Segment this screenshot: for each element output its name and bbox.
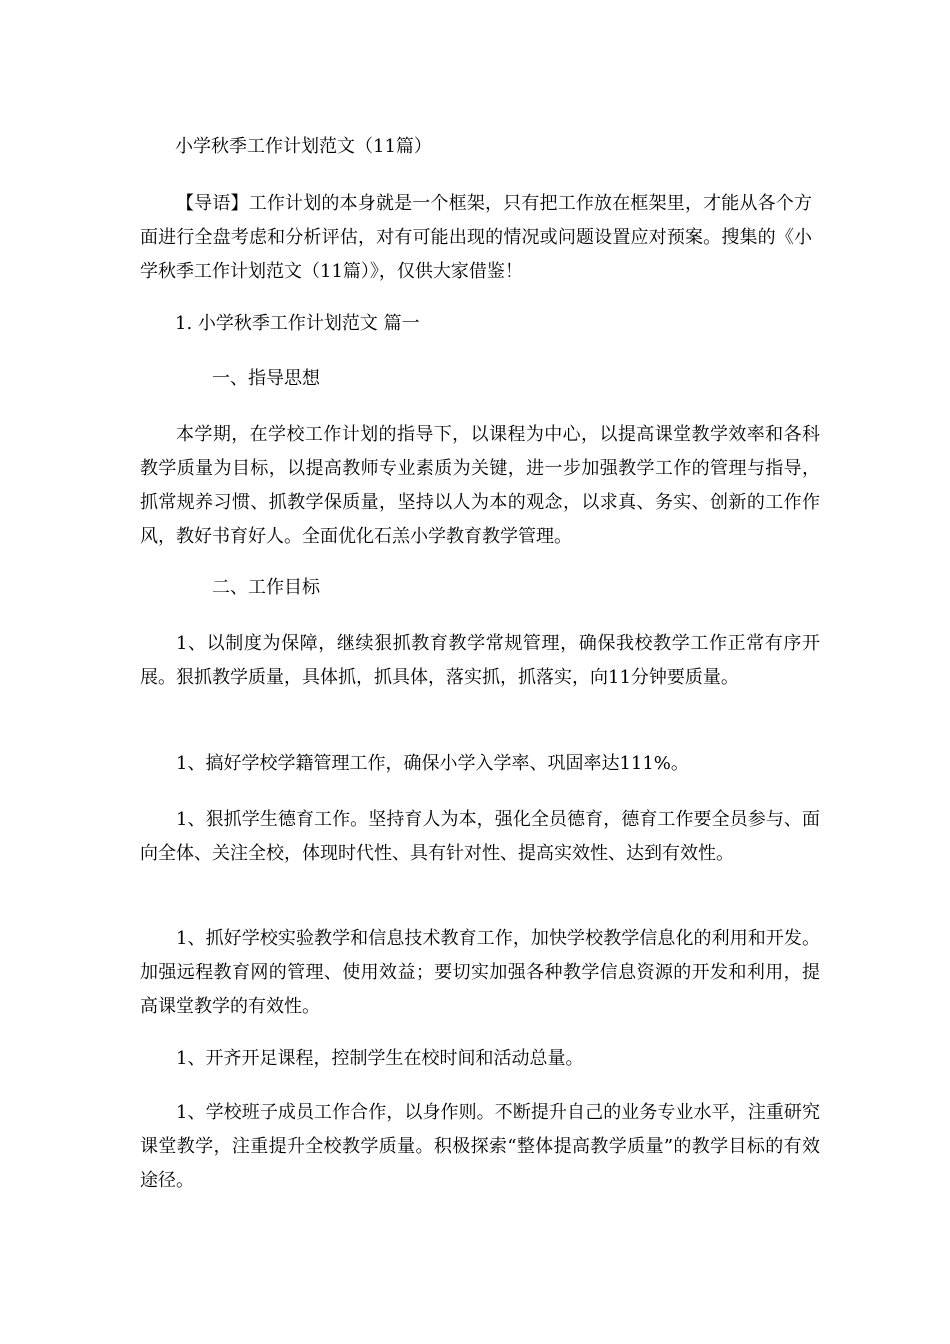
goal-item: 1、搞好学校学籍管理工作，确保小学入学率、巩固率达111%。 — [176, 753, 689, 774]
section-heading: 1. 小学秋季工作计划范文 篇一 — [175, 313, 420, 334]
subheading-work-goals: 二、工作目标 — [212, 577, 320, 598]
subheading-guiding-ideology: 一、指导思想 — [212, 368, 320, 389]
goal-item: 1、开齐开足课程，控制学生在校时间和活动总量。 — [176, 1048, 584, 1069]
document-title: 小学秋季工作计划范文（11篇） — [175, 136, 432, 157]
paragraph-guiding-ideology: 本学期，在学校工作计划的指导下，以课程为中心，以提高课堂教学效率和各科教学质量为目标，以提高教师专业素质为关键，进一步加强教学工作的管理与指导，抓常规养习惯、抓教学保质量，坚持以人为本的观念，以求真、务实、创新的工作作风，教好书育好人。全面优化石羔小学教育教学管理。 — [140, 424, 820, 547]
goal-item: 1、学校班子成员工作合作，以身作则。不断提升自己的业务专业水平，注重研究课堂教学，注重提升全校教学质量。积极探索“整体提高教学质量”的教学目标的有效途径。 — [140, 1102, 820, 1191]
goal-item: 1、抓好学校实验教学和信息技术教育工作，加快学校教学信息化的利用和开发。加强远程教育网的管理、使用效益；要切实加强各种教学信息资源的开发和利用，提高课堂教学的有效性。 — [140, 928, 820, 1017]
intro-paragraph: 【导语】工作计划的本身就是一个框架，只有把工作放在框架里，才能从各个方面进行全盘考虑和分析评估，对有可能出现的情况或问题设置应对预案。搜集的《小学秋季工作计划范文（11篇）》，仅供大家借鉴！ — [140, 193, 812, 282]
goal-item: 1、狠抓学生德育工作。坚持育人为本，强化全员德育，德育工作要全员参与、面向全体、关注全校，体现时代性、具有针对性、提高实效性、达到有效性。 — [140, 809, 820, 864]
goal-item: 1、以制度为保障，继续狠抓教育教学常规管理，确保我校教学工作正常有序开展。狠抓教学质量，具体抓，抓具体，落实抓，抓落实，向11分钟要质量。 — [140, 633, 820, 688]
